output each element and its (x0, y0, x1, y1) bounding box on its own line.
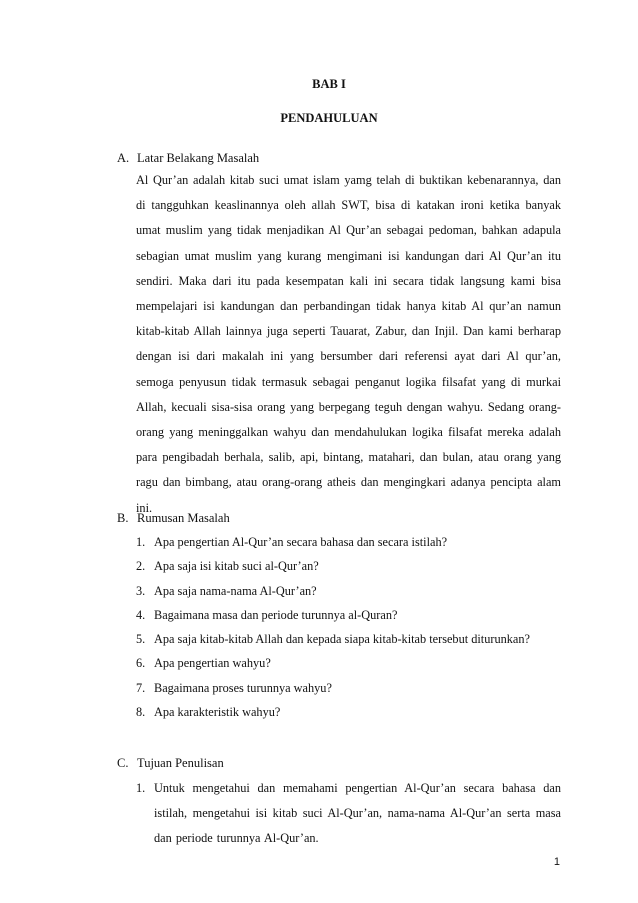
list-item-number: 1. (136, 781, 146, 795)
list-item-number: 7. (136, 680, 146, 695)
list-item (136, 554, 566, 578)
list-item (136, 700, 566, 724)
list-item-text: Apa karakteristik wahyu? (154, 705, 281, 720)
list-item (136, 676, 566, 700)
section-b-title: Rumusan Masalah (137, 511, 230, 525)
section-b-heading (117, 511, 230, 526)
list-item-text: Apa pengertian wahyu? (154, 656, 271, 671)
section-c-title: Tujuan Penulisan (137, 756, 224, 770)
list-item-text: Apa saja kitab-kitab Allah dan kepada siapa kitab-kitab tersebut diturunkan? (154, 632, 530, 647)
list-item-text: Apa pengertian Al-Qur’an secara bahasa dan secara istilah? (154, 535, 448, 549)
list-item (136, 603, 566, 627)
list-item-text: Bagaimana proses turunnya wahyu? (154, 680, 332, 695)
list-item (136, 627, 566, 651)
section-b-letter: B. (117, 511, 129, 525)
list-item-number: 5. (136, 632, 146, 647)
list-item-number: 2. (136, 559, 146, 574)
section-a-heading (117, 151, 259, 166)
chapter-title: PENDAHULUAN (280, 111, 378, 125)
section-c-heading (117, 756, 224, 771)
list-item-text: Apa saja nama-nama Al-Qur’an? (154, 583, 317, 598)
list-item-text: Apa saja isi kitab suci al-Qur’an? (154, 559, 319, 574)
list-item-number: 6. (136, 656, 146, 671)
list-item-number: 4. (136, 607, 146, 622)
list-item-text: Untuk mengetahui dan memahami pengertian Al-Qur’an secara bahasa dan istilah, mengetahui isi kitab suci Al-Qur’an, nama-nama Al-Qur’an serta masa dan periode turunnya Al-Qur’an. (154, 781, 561, 845)
list-item (136, 776, 561, 851)
chapter-number: BAB I (312, 77, 346, 91)
list-item (136, 579, 566, 603)
list-item-text: Bagaimana masa dan periode turunnya al-Quran? (154, 607, 398, 622)
page-number: 1 (553, 856, 560, 868)
section-a-paragraph: Al Qur’an adalah kitab suci umat islam yamg telah di buktikan kebenarannya, dan di tangguhkan keaslinannya oleh allah SWT, bisa di katakan ironi ketika banyak umat muslim yang tidak menjadikan Al Qur’an sebagai pedoman, bahkan adapula sebagian umat muslim yang kurang mengimani isi kandungan dari Al Qur’an itu sendiri. Maka dari itu pada kesempatan kali ini secara tidak langsung kami bisa mempelajari isi kandungan dan perbandingan tidak hanya kitab Al qur’an namun kitab-kitab Allah lainnya juga seperti Tauarat, Zabur, dan Injil. Dan kami berharap dengan isi dari makalah ini yang bersumber dari referensi ayat dari Al qur’an, semoga penyusun tidak termasuk sebagai penganut logika filsafat yang di murkai Allah, kecuali sisa-sisa orang yang berpegang teguh dengan wahyu. Sedang orang-orang yang meninggalkan wahyu dan mendahulukan logika filsafat mereka adalah para pengibadah berhala, salib, api, bintang, matahari, dan bulan, atau orang yang ragu dan bimbang, atau orang-orang atheis dan mengingkari adanya pencipta alam ini. (136, 173, 561, 515)
list-item-number: 8. (136, 705, 146, 720)
list-item-number: 1. (136, 535, 146, 549)
problem-list (136, 530, 566, 724)
section-a-title: Latar Belakang Masalah (137, 151, 260, 165)
list-item (136, 530, 566, 554)
section-a-letter: A. (117, 151, 130, 165)
section-c-letter: C. (117, 756, 129, 770)
list-item (136, 651, 566, 675)
list-item-number: 3. (136, 583, 146, 598)
